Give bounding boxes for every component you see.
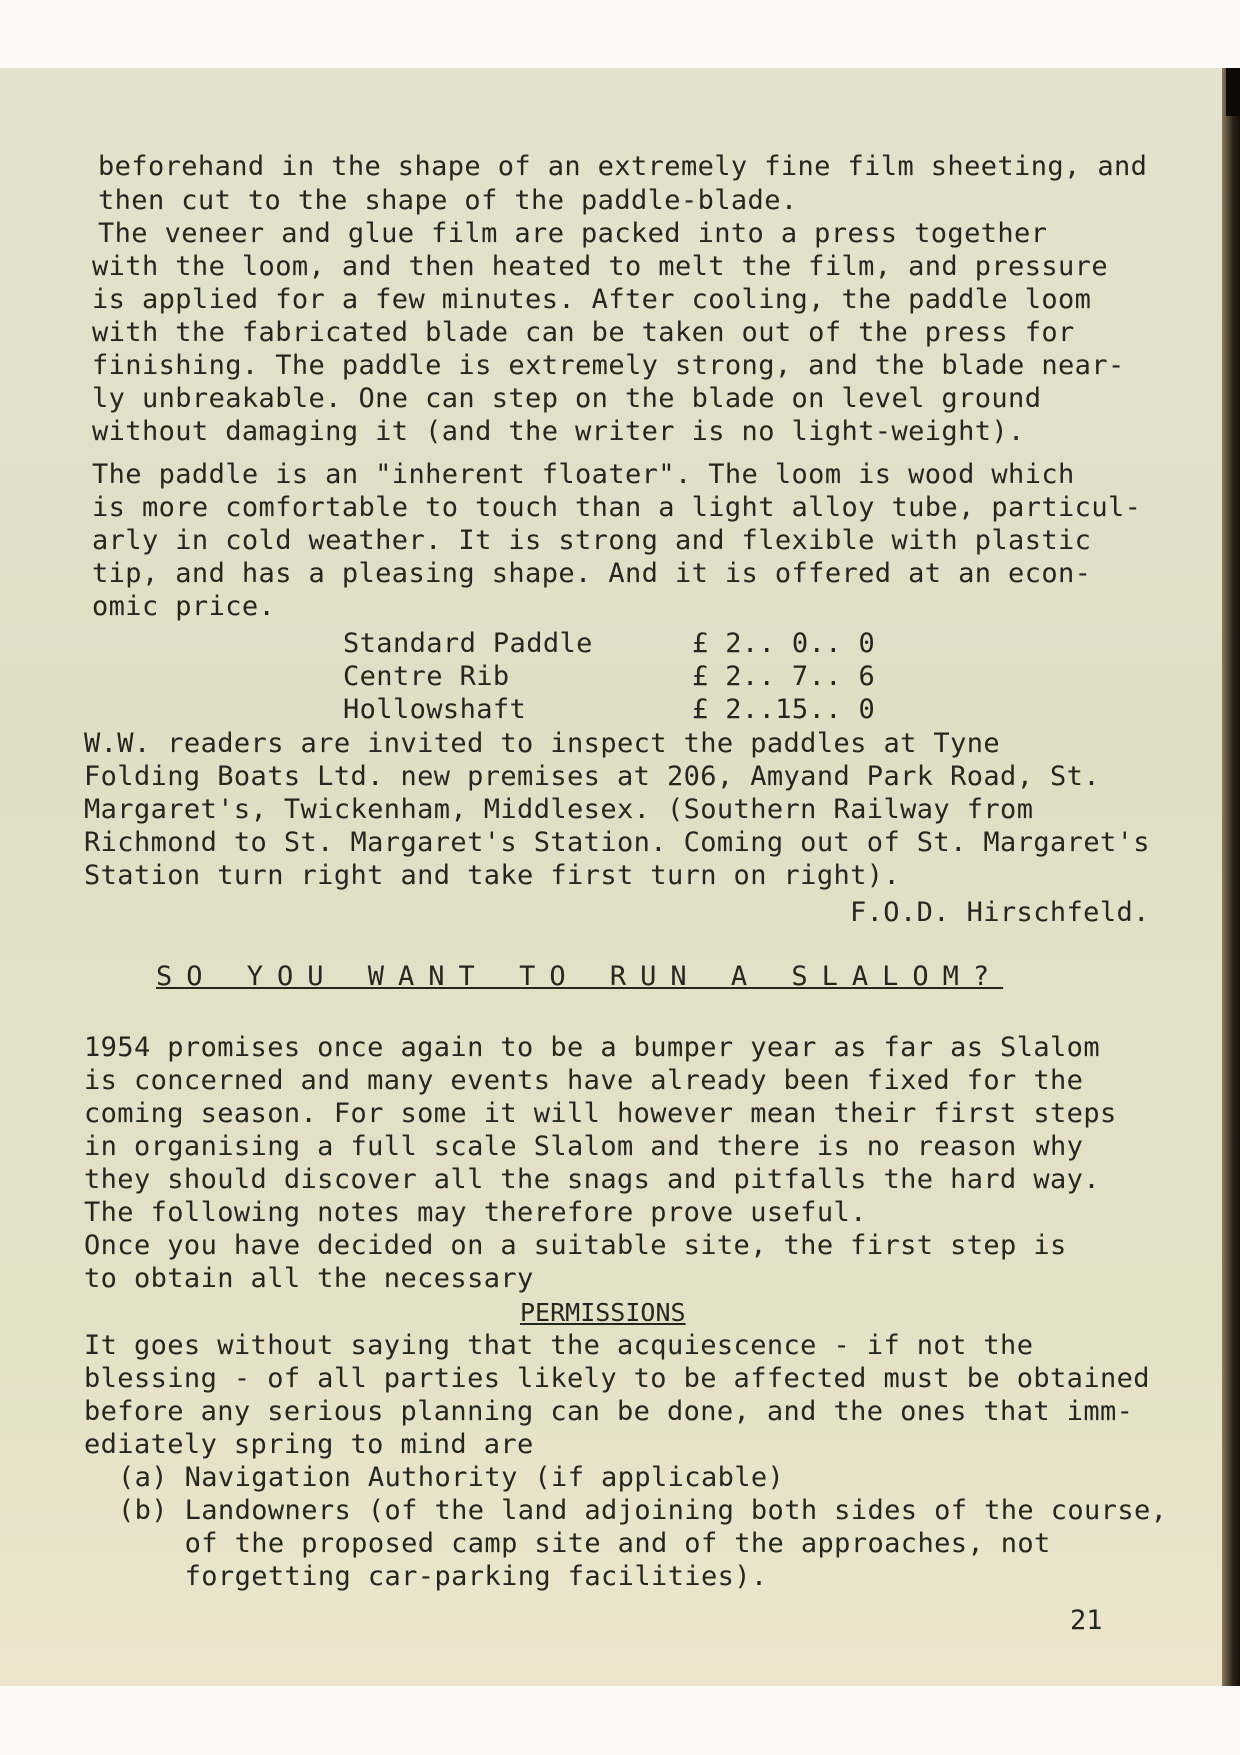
list-item: (b) Landowners (of the land adjoining both sides of the course,	[118, 1495, 1168, 1526]
price-item-value: £ 2.. 0.. 0	[692, 628, 876, 659]
text-line: coming season. For some it will however mean their first steps	[84, 1098, 1117, 1129]
page-number: 21	[1070, 1605, 1103, 1636]
list-item: forgetting car-parking facilities).	[118, 1561, 768, 1592]
text-line: beforehand in the shape of an extremely fine film sheeting, and	[98, 151, 1148, 182]
text-line: Station turn right and take first turn on right).	[84, 860, 901, 891]
text-line: with the fabricated blade can be taken out of the press for	[92, 317, 1075, 348]
text-line: omic price.	[92, 591, 276, 622]
author-signature: F.O.D. Hirschfeld.	[850, 897, 1150, 928]
section-heading: SO YOU WANT TO RUN A SLALOM?	[156, 961, 1004, 992]
text-line: W.W. readers are invited to inspect the paddles at Tyne	[84, 728, 1001, 759]
text-line: is more comfortable to touch than a light alloy tube, particul-	[92, 492, 1142, 523]
price-item-value: £ 2.. 7.. 6	[692, 661, 876, 692]
text-line: is applied for a few minutes. After cooling, the paddle loom	[92, 284, 1092, 315]
list-item: of the proposed camp site and of the approaches, not	[118, 1528, 1051, 1559]
text-line: they should discover all the snags and pitfalls the hard way.	[84, 1164, 1100, 1195]
price-item-value: £ 2..15.. 0	[692, 694, 876, 725]
text-line: with the loom, and then heated to melt the film, and pressure	[92, 251, 1108, 282]
text-line: tip, and has a pleasing shape. And it is offered at an econ-	[92, 558, 1092, 589]
price-item-name: Centre Rib	[343, 661, 510, 692]
text-line: Richmond to St. Margaret's Station. Coming out of St. Margaret's	[84, 827, 1150, 858]
text-line: without damaging it (and the writer is no light-weight).	[92, 416, 1025, 447]
text-line: is concerned and many events have already been fixed for the	[84, 1065, 1084, 1096]
text-line: The following notes may therefore prove useful.	[84, 1197, 867, 1228]
price-item-name: Hollowshaft	[343, 694, 527, 725]
text-line: finishing. The paddle is extremely strong, and the blade near-	[92, 350, 1125, 381]
text-line: 1954 promises once again to be a bumper year as far as Slalom	[84, 1032, 1100, 1063]
text-line: The veneer and glue film are packed into a press together	[98, 218, 1048, 249]
text-line: The paddle is an "inherent floater". The loom is wood which	[92, 459, 1075, 490]
list-item: (a) Navigation Authority (if applicable)	[118, 1462, 785, 1493]
text-line: blessing - of all parties likely to be affected must be obtained	[84, 1363, 1150, 1394]
text-line: to obtain all the necessary	[84, 1263, 534, 1294]
text-line: before any serious planning can be done, and the ones that imm-	[84, 1396, 1134, 1427]
price-item-name: Standard Paddle	[343, 628, 593, 659]
text-line: arly in cold weather. It is strong and flexible with plastic	[92, 525, 1092, 556]
text-line: then cut to the shape of the paddle-blade.	[98, 185, 798, 216]
text-line: Once you have decided on a suitable site, the first step is	[84, 1230, 1067, 1261]
text-line: Margaret's, Twickenham, Middlesex. (Southern Railway from	[84, 794, 1034, 825]
text-line: Folding Boats Ltd. new premises at 206, Amyand Park Road, St.	[84, 761, 1100, 792]
subsection-heading: PERMISSIONS	[520, 1298, 686, 1327]
text-line: ly unbreakable. One can step on the blade on level ground	[92, 383, 1042, 414]
text-line: in organising a full scale Slalom and there is no reason why	[84, 1131, 1084, 1162]
text-line: ediately spring to mind are	[84, 1429, 534, 1460]
text-line: It goes without saying that the acquiescence - if not the	[84, 1330, 1034, 1361]
